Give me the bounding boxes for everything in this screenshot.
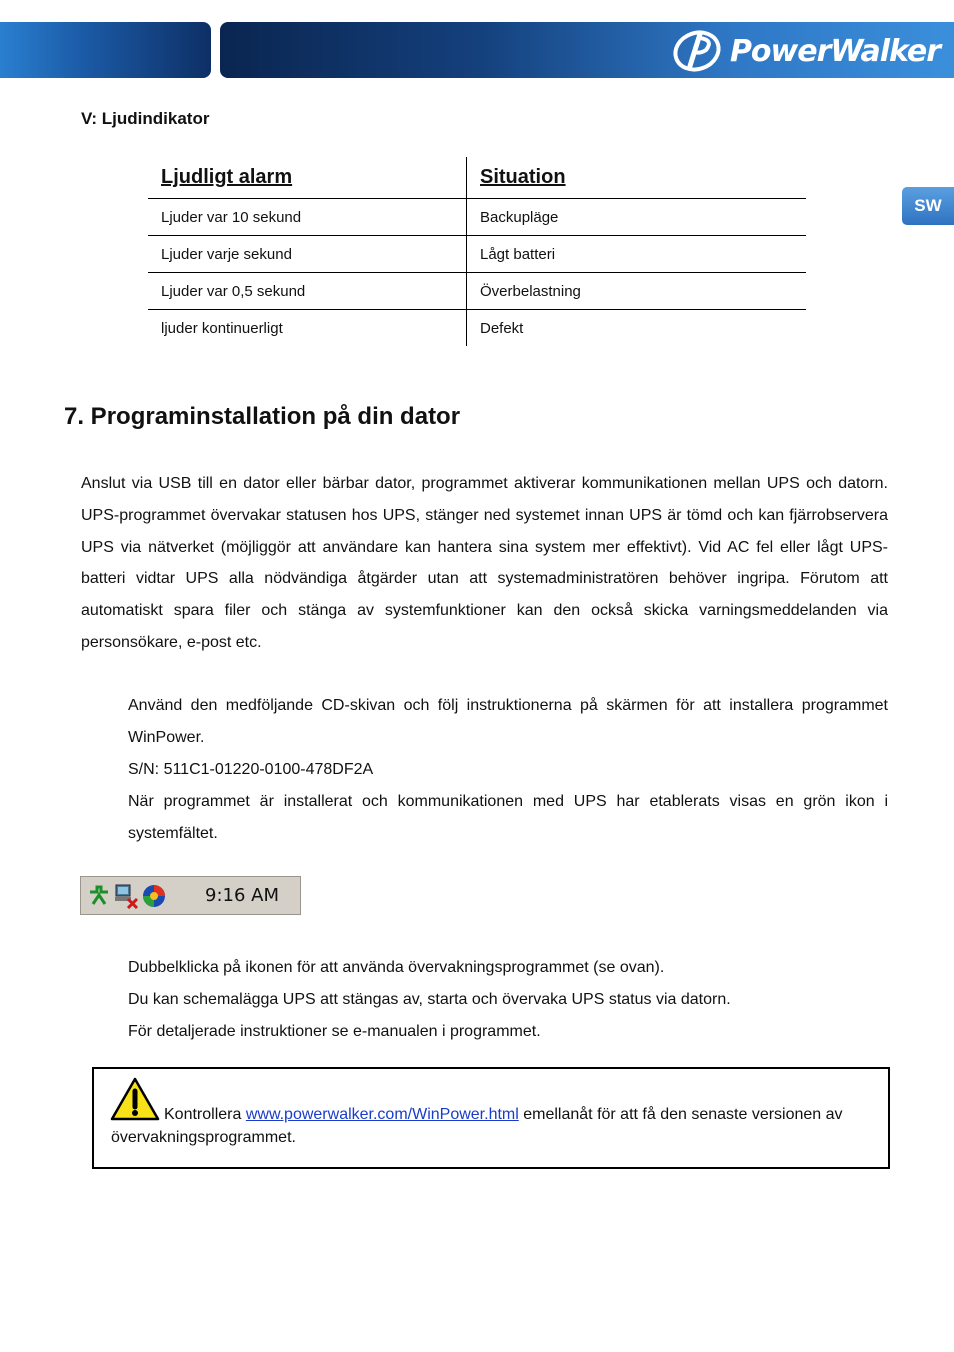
notice-box [92, 1067, 890, 1169]
intro-paragraph: Anslut via USB till en dator eller bärbar dator, programmet aktiverar kommunikationen mellan UPS och datorn. UPS-programmet övervakar statusen hos UPS, stänger ned systemet innan UPS är tömd och kan fjärrobservera UPS via nätverket (möjliggör att användare kan hantera sina system mer effektivt). Vid AC fel eller lågt UPS-batteri vidtar UPS alla nödvändiga åtgärder utan att systemadministratören behöver ingripa. Förutom att automatiskt spara filer och stänga av systemfunktioner kan den också skicka varningsmeddelanden via personsökare, e-post etc. [81, 475, 888, 651]
situation-cell: Backupläge [467, 199, 807, 236]
section-v-title: V: Ljudindikator [81, 109, 210, 128]
alarm-cell: ljuder kontinuerligt [148, 310, 467, 347]
column-header-alarm: Ljudligt alarm [148, 157, 467, 199]
brand-name: PowerWalker [729, 33, 940, 69]
tray-icon-note: När programmet är installerat och kommunikationen med UPS har etablerats visas en grön ikon i systemfältet. [128, 793, 888, 842]
situation-cell: Defekt [480, 319, 524, 337]
double-click-note: Dubbelklicka på ikonen för att använda övervakningsprogrammet (se ovan). [128, 959, 665, 976]
column-header-situation: Situation [467, 157, 807, 199]
table-row [148, 310, 806, 347]
network-disconnected-icon [113, 883, 139, 909]
header-band-right [220, 22, 954, 78]
colorful-app-icon [141, 883, 167, 909]
notice-prefix: Kontrollera [164, 1106, 246, 1123]
winpower-link[interactable]: www.powerwalker.com/WinPower.html [245, 1106, 519, 1123]
tray-clock: 9:16 AM [205, 885, 279, 906]
power-swirl-icon [670, 28, 724, 74]
schedule-note: Du kan schemalägga UPS att stängas av, starta och övervaka UPS status via datorn. [128, 991, 731, 1008]
serial-number: S/N: 511C1-01220-0100-478DF2A [128, 761, 374, 778]
situation-cell: Lågt batteri [467, 236, 807, 273]
system-tray-screenshot [80, 876, 301, 915]
alarm-table [148, 157, 806, 346]
alarm-cell: Ljuder varje sekund [148, 236, 467, 273]
tray-icons [87, 883, 167, 909]
powerwalker-logo [670, 28, 940, 74]
table-row [148, 199, 806, 236]
table-row [148, 236, 806, 273]
situation-cell: Överbelastning [467, 273, 807, 310]
table-header-row [148, 157, 806, 199]
alarm-cell: Ljuder var 0,5 sekund [148, 273, 467, 310]
green-network-icon [87, 884, 111, 908]
manual-note: För detaljerade instruktioner se e-manualen i programmet. [128, 1023, 541, 1040]
notice-suffix: emellanåt för att få den senaste versionen av övervakningsprogrammet. [111, 1106, 843, 1146]
alarm-cell: Ljuder var 10 sekund [148, 199, 467, 236]
notice-text [111, 1103, 871, 1149]
install-instruction: Använd den medföljande CD-skivan och följ instruktionerna på skärmen för att installera programmet WinPower. [128, 697, 888, 746]
language-tab[interactable]: SW [902, 187, 954, 225]
header-band-left [0, 22, 211, 78]
page-header [0, 22, 954, 78]
section-7-heading: 7. Programinstallation på din dator [64, 403, 461, 430]
table-row [148, 273, 806, 310]
